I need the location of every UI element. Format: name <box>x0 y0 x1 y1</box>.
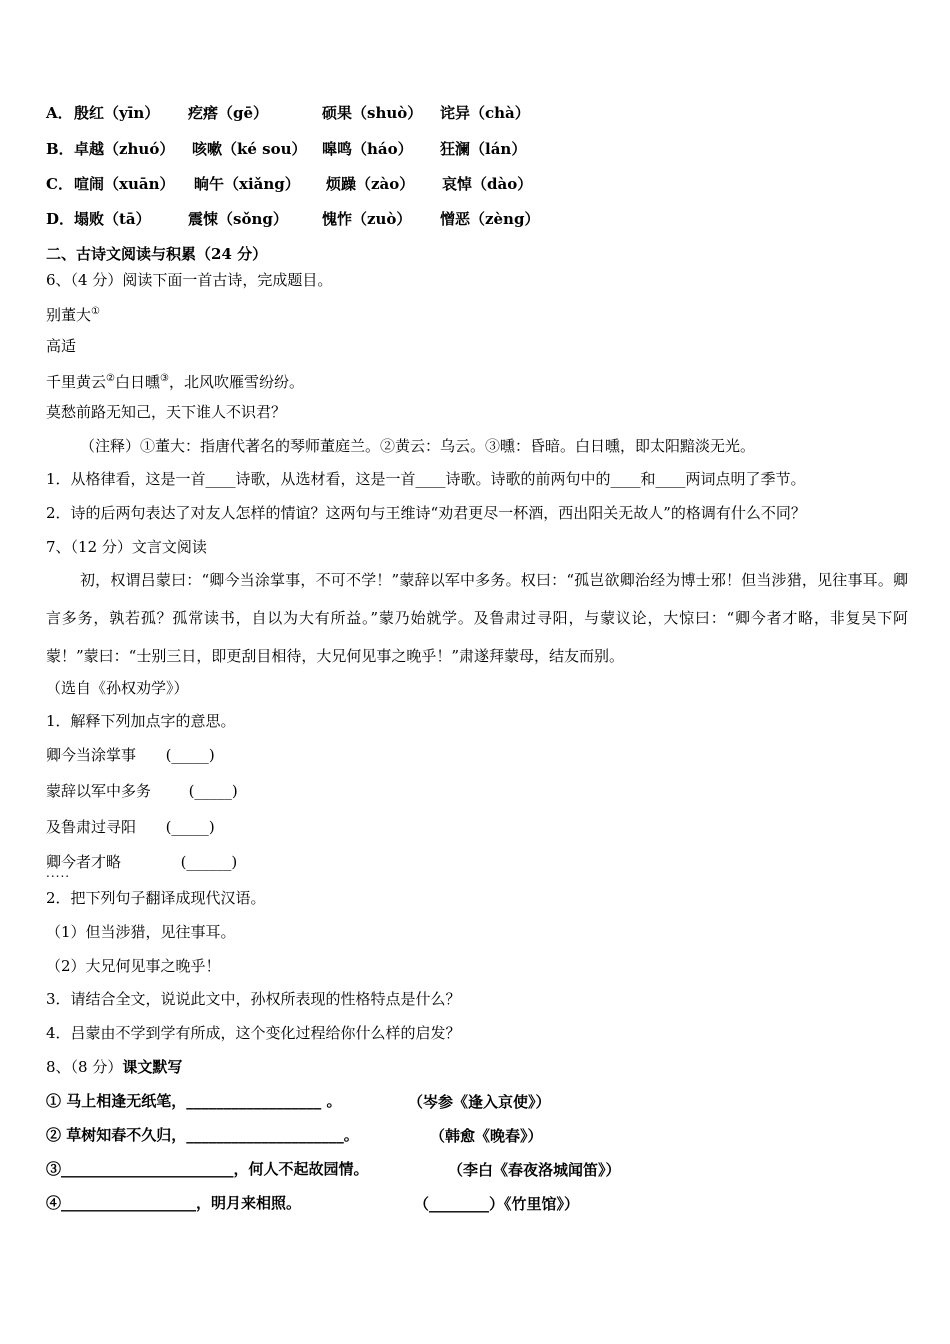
q6-sub2: 2．诗的后两句表达了对友人怎样的情谊？这两句与王维诗“劝君更尽一杯酒，西出阳关无故人”的格调有什么不同？ <box>46 504 806 522</box>
recite-source: （李白《春夜洛城闻笛》） <box>448 1161 621 1179</box>
q7-passage: 初，权谓吕蒙曰：“卿今当涂掌事，不可不学！”蒙辞以军中多务。权曰：“孤岂欲卿治经为博士邪！但当涉猎，见往事耳。卿言多务，孰若孤？孤常读书，自以为大有所益。”蒙乃始就学。及鲁肃过寻阳，与蒙议论，大惊曰：“卿今者才略，非复吴下阿蒙！”蒙曰：“士别三日，即更刮目相待，大兄何见事之晚乎！”肃遂拜蒙母，结友而别。 <box>46 571 908 665</box>
recite-blank[interactable]: _____________________ <box>186 1126 344 1144</box>
recite-blank[interactable]: _______________________ <box>61 1160 234 1178</box>
answer-blank[interactable]: (_____) <box>188 782 238 800</box>
recite-blank[interactable]: __________________ <box>61 1194 197 1212</box>
choice-item: 殷红（yīn） <box>74 104 160 122</box>
recite-post: ，明月来相照。 <box>196 1194 302 1212</box>
recite-post: 。 <box>321 1092 342 1110</box>
choice-item: 喧闹（xuān） <box>74 175 175 193</box>
poem-line-2: 莫愁前路无知己，天下谁人不识君？ <box>46 403 287 421</box>
recite-pre: ③ <box>46 1160 62 1178</box>
choice-item: 憎恶（zèng） <box>440 210 540 228</box>
q6-sub1: 1．从格律看，这是一首____诗歌，从选材看，这是一首____诗歌。诗歌的前两句中的____和____两词点明了季节。 <box>46 470 806 488</box>
q8-points: 8、（8 分） <box>46 1058 123 1076</box>
recite-pre: ④ <box>46 1194 62 1212</box>
word-item <box>46 852 237 872</box>
choice-item: 哀悼（dào） <box>442 175 533 193</box>
q7-intro: 7、（12 分）文言文阅读 <box>46 538 207 556</box>
choice-item: 硕果（shuò） <box>322 104 423 122</box>
recite-post: ，何人不起故园情。 <box>233 1160 369 1178</box>
choice-item: 诧异（chà） <box>440 104 530 122</box>
q7-translate-2: （2）大兄何见事之晚乎！ <box>46 957 221 975</box>
recite-line-2 <box>46 1125 359 1145</box>
recite-post: 。 <box>343 1126 359 1144</box>
answer-blank[interactable]: (_____) <box>165 746 215 764</box>
word-text: 卿今当涂掌事 <box>46 746 137 764</box>
choice-letter: C． <box>46 175 73 193</box>
choice-item: 晌午（xiǎng） <box>194 175 300 193</box>
poem-author: 高适 <box>46 337 77 355</box>
poem-notes: （注释）①董大：指唐代著名的琴师董庭兰。②黄云：乌云。③曛：昏暗。白日曛，即太阳黯淡无光。 <box>80 437 756 455</box>
word-item <box>46 817 215 837</box>
choice-item: 卓越（zhuó） <box>74 140 175 158</box>
choice-item: 烦躁（zào） <box>326 175 415 193</box>
recite-source: （________）《竹里馆》） <box>414 1195 580 1213</box>
choice-item: 狂澜（lán） <box>440 140 527 158</box>
choice-item: 嗥鸣（háo） <box>322 140 413 158</box>
footnote-mark: ② <box>106 373 115 384</box>
recite-line-1 <box>46 1091 341 1111</box>
word-item <box>46 781 238 801</box>
word-text: 卿今者才略 ..... <box>46 853 121 871</box>
answer-blank[interactable]: (______) <box>180 853 238 871</box>
poem-line-1 <box>46 369 304 392</box>
q7-source: （选自《孙权劝学》） <box>46 679 189 697</box>
poem-text: 白日曛 <box>114 373 160 391</box>
q6-intro: 6、（4 分）阅读下面一首古诗，完成题目。 <box>46 271 333 289</box>
choice-item: 塌败（tā） <box>74 210 151 228</box>
q7-sub4: 4．吕蒙由不学到学有所成，这个变化过程给你什么样的启发？ <box>46 1024 461 1042</box>
poem-title-text: 别董大 <box>46 306 92 324</box>
recite-source: （岑参《逢入京使》） <box>408 1093 551 1111</box>
word-item <box>46 745 215 765</box>
q8-intro <box>46 1057 182 1077</box>
choice-item: 震悚（sǒng） <box>188 210 288 228</box>
recite-source: （韩愈《晚春》） <box>430 1127 543 1145</box>
q7-sub1: 1．解释下列加点字的意思。 <box>46 712 236 730</box>
word-text: 及鲁肃过寻阳 <box>46 818 137 836</box>
q7-translate-1: （1）但当涉猎，见往事耳。 <box>46 923 236 941</box>
footnote-mark: ③ <box>160 373 169 384</box>
poem-text: ，北风吹雁雪纷纷。 <box>168 373 304 391</box>
q8-title: 课文默写 <box>122 1058 183 1076</box>
choice-letter: A． <box>46 104 73 122</box>
footnote-mark: ① <box>91 306 100 317</box>
choice-item: 咳嗽（ké sou） <box>192 140 307 158</box>
answer-blank[interactable]: (_____) <box>165 818 215 836</box>
q7-sub2: 2．把下列句子翻译成现代汉语。 <box>46 889 266 907</box>
choice-letter: D． <box>46 210 75 228</box>
choice-item: 愧怍（zuò） <box>322 210 412 228</box>
section-title: 二、古诗文阅读与积累（24 分） <box>46 245 268 263</box>
poem-text: 千里黄云 <box>46 373 107 391</box>
choice-item: 疙瘩（gē） <box>188 104 269 122</box>
recite-line-4 <box>46 1193 301 1213</box>
q7-sub3: 3．请结合全文，说说此文中，孙权所表现的性格特点是什么？ <box>46 990 461 1008</box>
poem-title <box>46 302 100 325</box>
choice-letter: B． <box>46 140 74 158</box>
recite-pre: ① 马上相逢无纸笔， <box>46 1092 187 1110</box>
recite-pre: ② 草树知春不久归， <box>46 1126 187 1144</box>
word-text: 蒙辞以军中多务 <box>46 782 152 800</box>
recite-line-3 <box>46 1159 369 1179</box>
recite-blank[interactable]: __________________ <box>186 1092 322 1110</box>
